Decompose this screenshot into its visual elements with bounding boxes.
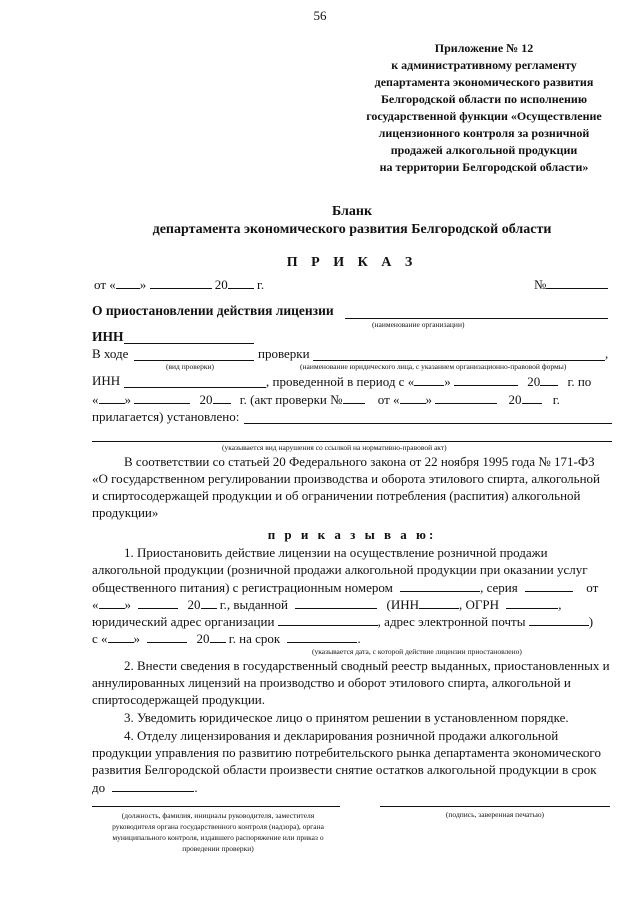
year-blank[interactable] <box>540 373 558 386</box>
v-hode: В ходе <box>92 346 129 361</box>
appendix-header <box>348 40 620 176</box>
cap-date: (указывается дата, с которой действие лицензии приостановлено) <box>312 647 522 656</box>
item4-line3: развития Белгородской области произвести снятие остатков алкогольной продукции в срок <box>92 762 597 777</box>
term-blank[interactable] <box>287 630 357 643</box>
reg-number-blank[interactable] <box>400 579 480 592</box>
prikazyvayu: п р и к а з ы в а ю: <box>267 527 437 542</box>
year-blank[interactable] <box>213 391 231 404</box>
law-paragraph-3: и спиртосодержащей продукции и об ограничении потребления (распития) алкогольной <box>92 488 581 503</box>
legal-entity-line[interactable] <box>313 360 605 361</box>
item2-line1: 2. Внести сведения в государственный сводный реестр выданных, приостановленных и <box>124 658 610 673</box>
month-blank[interactable] <box>138 596 178 609</box>
proverki: проверки <box>258 346 310 361</box>
org-caption: (наименование организации) <box>372 320 465 329</box>
series-blank[interactable] <box>525 579 573 592</box>
signature-line[interactable] <box>380 806 610 807</box>
inn-blank[interactable] <box>419 596 459 609</box>
day-blank[interactable] <box>99 391 125 404</box>
appendix-line: Приложение № 12 <box>434 41 534 55</box>
item1-line2: алкогольной продукции (розничной продажи алкогольной продукции при оказании услуг <box>92 562 588 577</box>
month-blank[interactable] <box>134 391 190 404</box>
law-paragraph-4: продукции» <box>92 505 159 520</box>
year-blank[interactable] <box>210 630 226 643</box>
law-paragraph-1: В соответствии со статьей 20 Федерального закона от 22 ноября 1995 года № 171-ФЗ <box>124 454 595 469</box>
item2-line3: спиртосодержащей продукции. <box>92 692 265 707</box>
comma: , <box>605 346 609 361</box>
item3: 3. Уведомить юридическое лицо о принятом решении в установленном порядке. <box>124 710 569 725</box>
month-blank[interactable] <box>150 276 212 289</box>
issued-by-blank[interactable] <box>295 596 377 609</box>
order-date: от « » 20 г. <box>94 277 265 292</box>
act-number-blank[interactable] <box>343 391 365 404</box>
item1-line1: 1. Приостановить действие лицензии на осуществление розничной продажи <box>124 545 548 560</box>
day-blank[interactable] <box>400 391 426 404</box>
appendix-line: лицензионного контроля за розничной <box>378 126 590 140</box>
inn2-line[interactable] <box>124 387 266 388</box>
item4-line4: до . <box>92 780 198 795</box>
item1-line6: с « » 20 г. на срок . <box>92 631 361 646</box>
item1-line3: общественного питания) с регистрационным номером , серия от <box>92 580 599 595</box>
item1-line4: « » 20 г., выданной (ИНН , ОГРН , <box>92 597 562 612</box>
findings-line-2[interactable] <box>92 441 612 442</box>
signature-caption: (подпись, заверенная печатью) <box>445 810 545 819</box>
findings-line-1[interactable] <box>244 423 612 424</box>
appendix-line: государственной функции «Осуществление <box>366 109 602 123</box>
org-name-line[interactable] <box>345 318 608 319</box>
page-number: 56 <box>313 8 327 23</box>
appendix-line: к административному регламенту <box>391 58 577 72</box>
month-blank[interactable] <box>454 373 518 386</box>
suspension-title: О приостановлении действия лицензии <box>92 303 334 318</box>
appendix-line: продажей алкогольной продукции <box>390 143 578 157</box>
email-blank[interactable] <box>529 613 589 626</box>
appendix-line: на территории Белгородской области» <box>379 160 589 174</box>
blank-title: Бланк <box>331 204 373 219</box>
item4-line2: продукции управления по развитию потребительского рынка департамента экономического <box>92 745 601 760</box>
month-blank[interactable] <box>147 630 187 643</box>
year-blank[interactable] <box>201 596 217 609</box>
year-blank[interactable] <box>522 391 542 404</box>
year-blank[interactable] <box>228 276 254 289</box>
inn-label: ИНН <box>92 329 124 344</box>
vid-line[interactable] <box>134 360 254 361</box>
inn2: ИНН <box>92 373 121 388</box>
law-paragraph-2: «О государственном регулировании производства и оборота этилового спирта, алкогольной <box>92 471 601 486</box>
ogrn-blank[interactable] <box>506 596 558 609</box>
month-blank[interactable] <box>435 391 497 404</box>
cap-vid: (вид проверки) <box>166 362 214 371</box>
cap-naim: (наименование юридического лица, с указанием организационно-правовой формы) <box>300 362 567 371</box>
day-blank[interactable] <box>414 373 444 386</box>
period-to: « » 20 г. (акт проверки № от « » 20 г. <box>92 392 560 407</box>
prilag: прилагается) установлено: <box>92 409 240 424</box>
official-caption: (должность, фамилия, инициалы руководителя, заместителя руководителя органа государственного контроля (надзора), органа муниципального контроля, издавшего распоряжение или приказ о проведении проверки) <box>112 811 324 853</box>
item2-line2: аннулированных лицензий на производство и оборот этилового спирта, алкогольной и <box>92 675 571 690</box>
appendix-line: Белгородской области по исполнению <box>381 92 587 106</box>
period: , проведенной в период с « » 20 г. по <box>266 374 592 389</box>
order-title: П Р И К А З <box>286 255 418 270</box>
order-number-blank[interactable] <box>546 276 608 289</box>
order-number: № <box>534 276 608 293</box>
appendix-line: департамента экономического развития <box>374 75 594 89</box>
deadline-blank[interactable] <box>112 779 194 792</box>
blank-department: департамента экономического развития Белгородской области <box>152 222 552 237</box>
item4-line1: 4. Отделу лицензирования и декларирования розничной продажи алкогольной <box>124 728 559 743</box>
address-blank[interactable] <box>278 613 378 626</box>
inn-line[interactable] <box>124 343 254 344</box>
day-blank[interactable] <box>108 630 134 643</box>
day-blank[interactable] <box>99 596 125 609</box>
item1-line5: юридический адрес организации , адрес электронной почты ) <box>92 614 594 629</box>
day-blank[interactable] <box>116 276 140 289</box>
official-line[interactable] <box>92 806 340 807</box>
cap-violation: (указывается вид нарушения со ссылкой на нормативно-правовой акт) <box>222 443 447 452</box>
